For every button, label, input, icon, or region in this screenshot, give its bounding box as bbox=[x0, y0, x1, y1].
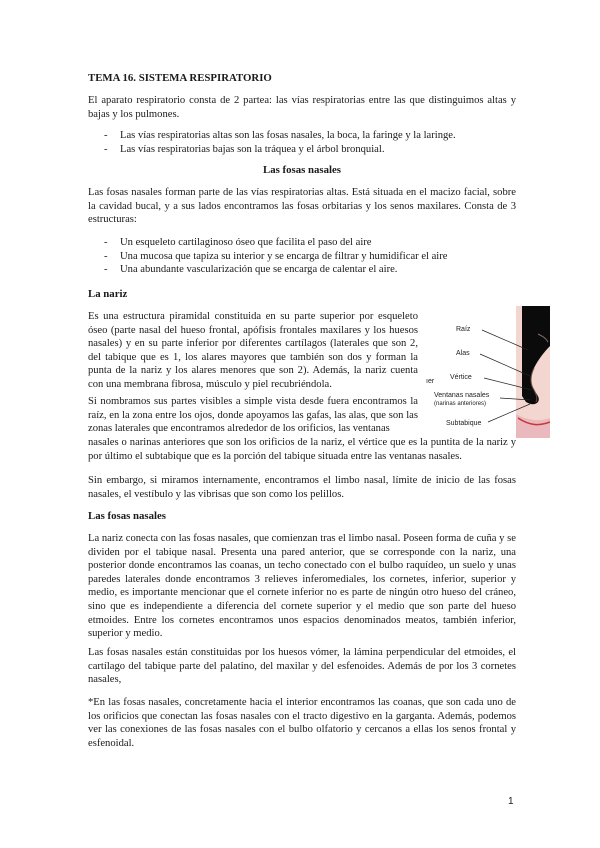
list-item: - Un esqueleto cartilaginoso óseo que facilita el paso del aire bbox=[104, 237, 372, 248]
paragraph: Si nombramos sus partes visibles a simple vista desde fuera encontramos la raíz, en la zona entre los ojos, donde apoyamos las gafas, las alas, que son las zonas laterales que encontramos alrededor de los orificios, las ventanas bbox=[88, 396, 418, 435]
list-marker: - bbox=[104, 130, 108, 141]
paragraph: nasales o narinas anteriores que son los orificios de la nariz, el vértice que es la puntita de la nariz y por último el subtabique que es la porción del tabique situada entre las ventanas nasales. bbox=[88, 437, 516, 462]
label-vertice: Vértice bbox=[450, 374, 472, 381]
list-item: - Las vías respiratorias bajas son la tráquea y el árbol bronquial. bbox=[104, 143, 385, 155]
paragraph: Sin embargo, si miramos internamente, encontramos el limbo nasal, límite de inicio de las fosas nasales, el vestíbulo y las vibrisas que son como los pelillos. bbox=[88, 475, 516, 500]
section-heading: Las fosas nasales bbox=[88, 510, 166, 522]
label-ventanas-sub: (narinas anteriores) bbox=[434, 401, 487, 407]
list-marker: - bbox=[104, 250, 108, 262]
list-item: - Las vías respiratorias altas son las fosas nasales, la boca, la faringe y la laringe. bbox=[104, 130, 456, 141]
list-item: - Una abundante vascularización que se encarga de calentar el aire. bbox=[104, 264, 398, 276]
label-alas: Alas bbox=[456, 350, 470, 357]
page-number: 1 bbox=[508, 796, 514, 807]
paragraph: La nariz conecta con las fosas nasales, que comienzan tras el limbo nasal. Poseen forma de cuña y se dividen por el tabique nasal. Presenta una pared anterior, que se corresponde con la nariz, una posterior donde encontramos las coanas, un techo conectado con el bulbo raquídeo, un suelo y unas paredes laterales donde encontramos 3 relieves inferomediales, los cornetes, inferior, superior y medio, es importante mencionar que el cornete inferior no es parte de ningún otro hueso del cráneo, sino que es independiente a diferencia del cornete superior y el medio que son parte del hueso etmoides. Entre los cornetes encontramos unos espacios denominados meatos, también inferior, superior y medio. bbox=[88, 533, 516, 640]
label-ventanas: Ventanas nasales bbox=[434, 392, 490, 399]
list-marker: - bbox=[104, 143, 108, 155]
section-heading: Las fosas nasales bbox=[263, 164, 341, 176]
paragraph: Es una estructura piramidal constituida en su parte superior por esqueleto óseo (parte nasal del hueso frontal, apófisis frontales maxilares y los huesos nasales) y en su parte inferior por diferentes cartílagos (laterales que son 2, del tabique que es 1, los alares mayores que también son dos y forman la punta de la nariz y los alares menores que son 2). Además, la nariz cuenta con una membrana fibrosa, músculo y piel recubriéndola. bbox=[88, 311, 418, 390]
structures-list bbox=[104, 236, 524, 277]
list-marker: - bbox=[104, 264, 108, 276]
section-heading: La nariz bbox=[88, 288, 128, 300]
label-subtabique: Subtabique bbox=[446, 420, 482, 427]
nose-anatomy-figure bbox=[426, 306, 550, 438]
intro-list bbox=[104, 129, 524, 156]
label-raiz: Raíz bbox=[456, 326, 471, 333]
label-edge-text: ıer bbox=[426, 378, 435, 385]
nose-illustration bbox=[426, 306, 550, 438]
intro-paragraph: El aparato respiratorio consta de 2 partea: las vías respiratorias entre las que distinguimos altas y bajas y los pulmones. bbox=[88, 95, 516, 120]
document-title: TEMA 16. SISTEMA RESPIRATORIO bbox=[88, 72, 272, 84]
list-item: - Una mucosa que tapiza su interior y se encarga de filtrar y humidificar el aire bbox=[104, 250, 448, 262]
list-marker: - bbox=[104, 237, 108, 248]
paragraph: Las fosas nasales forman parte de las vías respiratorias altas. Está situada en el macizo facial, sobre la cavidad bucal, y a sus lados encontramos las fosas orbitarias y los senos maxilares. Consta de 3 estructuras: bbox=[88, 187, 516, 226]
paragraph: *En las fosas nasales, concretamente hacia el interior encontramos las coanas, que son cada uno de los orificios que conectan las fosas nasales con el tracto digestivo en la garganta. Además, podemos ver las conexiones de las fosas nasales con el bulbo olfatorio y cercanos a ellas los senos frontal y esfenoidal. bbox=[88, 697, 516, 749]
paragraph: Las fosas nasales están constituidas por los huesos vómer, la lámina perpendicular del etmoides, el cartílago del tabique parte del palatino, del maxilar y del esfenoides. Además de por los 3 cornetes nasales, bbox=[88, 647, 516, 686]
